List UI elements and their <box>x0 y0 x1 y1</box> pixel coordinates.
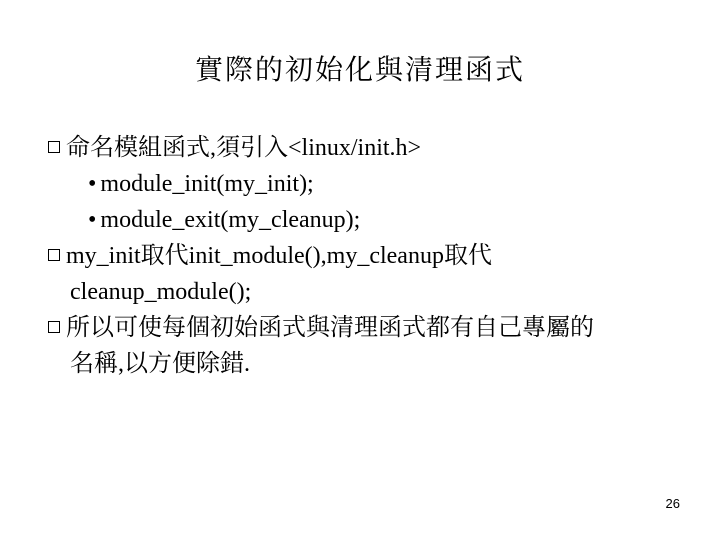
page-number: 26 <box>665 496 680 511</box>
bullet-dot-icon: • <box>88 207 97 233</box>
bullet-item-1 <box>48 130 688 166</box>
bullet-item-2 <box>48 238 688 274</box>
sub-bullet-text: module_exit(my_cleanup); <box>100 207 361 233</box>
checkbox-square-icon <box>48 249 60 261</box>
bullet-text: 命名模組函式,須引入<linux/init.h> <box>66 135 422 161</box>
bullet-list <box>48 130 688 382</box>
bullet-continuation: cleanup_module(); <box>70 279 252 305</box>
sub-bullet-item <box>48 166 688 202</box>
bullet-dot-icon: • <box>88 171 97 197</box>
bullet-continuation: 名稱,以方便除錯. <box>70 351 250 377</box>
sub-bullet-text: module_init(my_init); <box>100 171 314 197</box>
slide-title: 實際的初始化與清理函式 <box>194 55 525 86</box>
sub-bullet-item <box>48 202 688 238</box>
checkbox-square-icon <box>48 141 60 153</box>
bullet-text: my_init取代init_module(),my_cleanup取代 <box>66 243 492 269</box>
bullet-item-3 <box>48 310 688 346</box>
checkbox-square-icon <box>48 321 60 333</box>
bullet-text: 所以可使每個初始函式與清理函式都有自己專屬的 <box>66 315 594 341</box>
